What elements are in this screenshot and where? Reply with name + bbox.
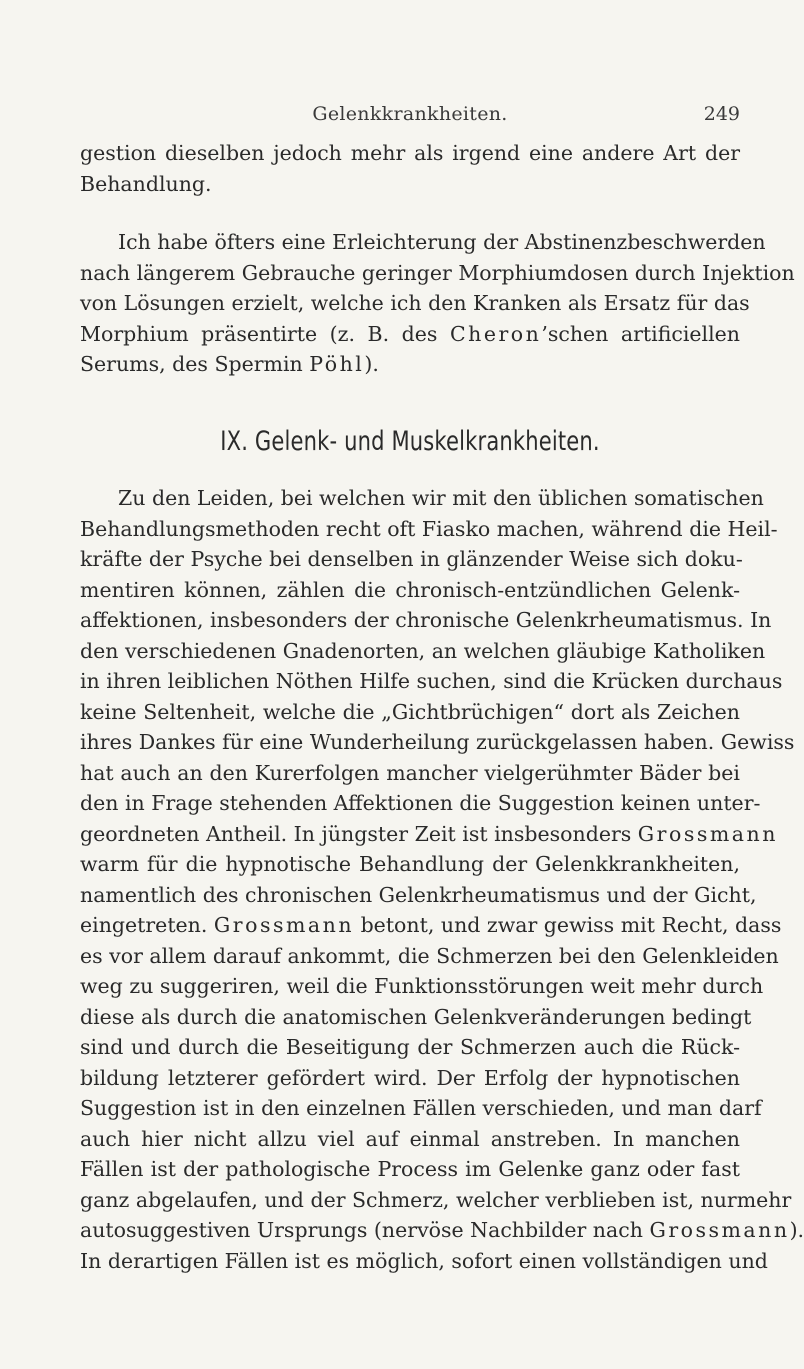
text-line: Suggestion ist in den einzelnen Fällen verschieden, und man darf (80, 1096, 762, 1120)
text-line: Fällen ist der pathologische Process im Gelenke ganz oder fast (80, 1157, 740, 1181)
text-span: geordneten Antheil. In jüngster Zeit ist insbesonders (80, 821, 638, 846)
text-line: Behandlung. (80, 171, 212, 196)
author-name: Grossmann (637, 821, 778, 846)
text-span: eingetreten. (80, 913, 214, 937)
text-line: auch hier nicht allzu viel auf einmal anstreben. In manchen (80, 1126, 740, 1151)
text-line: warm für die hypnotische Behandlung der Gelenkkrankheiten, (80, 852, 740, 876)
text-line: es vor allem darauf ankommt, die Schmerzen bei den Gelenkleiden (80, 943, 779, 968)
text-line (80, 910, 782, 941)
text-line: ihres Dankes für eine Wunderheilung zurückgelassen haben. Gewiss (80, 730, 795, 754)
text-line: Behandlungsmethoden recht oft Fiasko machen, während die Heil- (80, 516, 778, 541)
text-line (80, 319, 740, 350)
text-line (80, 819, 778, 850)
paragraph-morphium (80, 227, 795, 380)
text-span: ). (789, 1218, 804, 1242)
text-span: autosuggestiven Ursprungs (nervöse Nachbilder nach (80, 1218, 650, 1242)
text-line: den in Frage stehenden Affektionen die Suggestion keinen unter- (80, 791, 761, 815)
text-line: namentlich des chronischen Gelenkrheumatismus und der Gicht, (80, 882, 757, 907)
text-line: den verschiedenen Gnadenorten, an welchen gläubige Katholiken (80, 638, 766, 663)
text-line (80, 1215, 804, 1246)
text-line: sind und durch die Beseitigung der Schmerzen auch die Rück- (80, 1035, 740, 1059)
author-name: Pöhl (309, 352, 365, 376)
text-line: mentiren können, zählen die chronisch-entzündlichen Gelenk- (80, 577, 740, 602)
text-line: bildung letzterer gefördert wird. Der Erfolg der hypnotischen (80, 1065, 740, 1090)
text-line: hat auch an den Kurerfolgen mancher vielgerühmter Bäder bei (80, 760, 740, 785)
text-line: diese als durch die anatomischen Gelenkveränderungen bedingt (80, 1004, 752, 1029)
text-line: in ihren leiblichen Nöthen Hilfe suchen, sind die Krücken durchaus (80, 669, 783, 693)
text-line: kräfte der Psyche bei denselben in glänzender Weise sich doku- (80, 547, 743, 571)
text-line: nach längerem Gebrauche geringer Morphiumdosen durch Injektion (80, 260, 795, 285)
section-heading: IX. Gelenk- und Muskelkrankheiten. (220, 426, 600, 457)
text-line: Zu den Leiden, bei welchen wir mit den üblichen somatischen (118, 486, 764, 510)
text-span: betont, und zwar gewiss mit Recht, dass (354, 913, 782, 937)
text-span: Serums, des Spermin (80, 352, 310, 376)
text-line: keine Seltenheit, welche die „Gichtbrüchigen“ dort als Zeichen (80, 699, 740, 724)
text-line: Ich habe öfters eine Erleichterung der Abstinenzbeschwerden (118, 230, 766, 254)
text-span: ). (364, 352, 379, 376)
text-line: In derartigen Fällen ist es möglich, sofort einen vollständigen und (80, 1248, 768, 1273)
page-header (80, 103, 740, 133)
text-span: Morphium präsentirte (z. B. des (80, 321, 450, 346)
paragraph-continued (80, 138, 740, 199)
text-line (80, 349, 740, 380)
text-line: von Lösungen erzielt, welche ich den Kranken als Ersatz für das (80, 291, 750, 315)
author-name: Cheron (449, 321, 542, 346)
author-name: Grossmann (649, 1218, 790, 1242)
running-head: Gelenkkrankheiten. (312, 103, 508, 125)
text-line: ganz abgelaufen, und der Schmerz, welcher verblieben ist, nurmehr (80, 1187, 792, 1212)
text-line: weg zu suggeriren, weil die Funktionsstörungen weit mehr durch (80, 974, 764, 998)
author-name: Grossmann (213, 913, 355, 937)
text-line: affektionen, insbesonders der chronische Gelenkrheumatismus. In (80, 608, 772, 632)
text-line: gestion dieselben jedoch mehr als irgend eine andere Art der (80, 141, 740, 165)
paragraph-gelenk (80, 483, 804, 1276)
text-span: ’schen artificiellen (541, 321, 741, 346)
page-number: 249 (703, 103, 740, 125)
